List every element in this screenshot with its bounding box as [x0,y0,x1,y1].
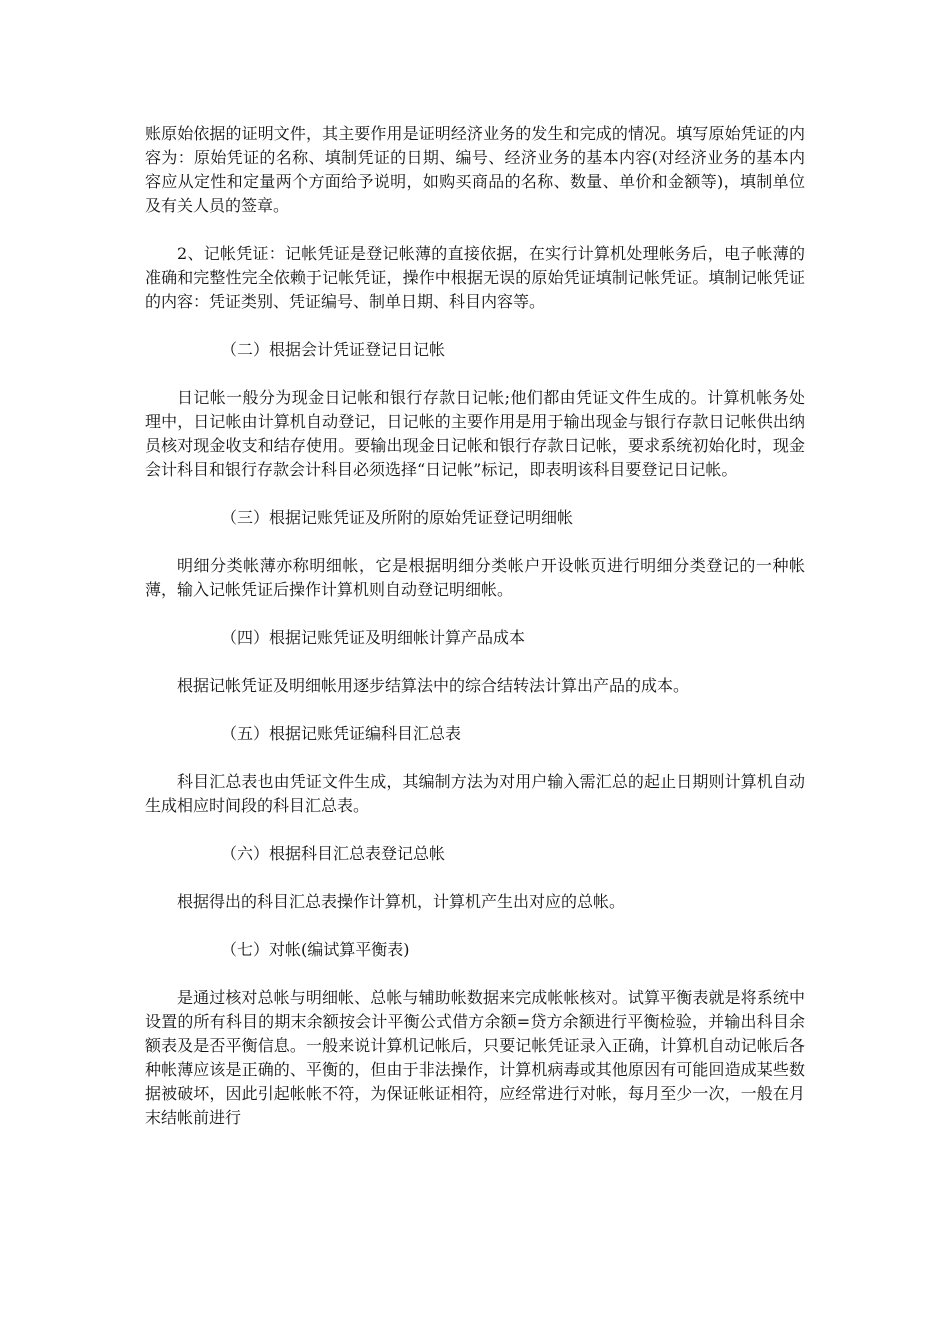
spacer [145,602,805,626]
heading-general-ledger: （六）根据科目汇总表登记总帐 [221,844,446,863]
spacer [145,962,805,986]
heading-account-summary: （五）根据记账凭证编科目汇总表 [221,724,462,743]
paragraph-general-ledger: 根据得出的科目汇总表操作计算机，计算机产生出对应的总帐。 [177,892,626,911]
document-page [145,122,805,1130]
paragraph-posting-voucher: 2、记帐凭证：记帐凭证是登记帐薄的直接依据，在实行计算机处理帐务后，电子帐薄的准确和完整性完全依赖于记帐凭证，操作中根据无误的原始凭证填制记帐凭证。填制记帐凭证的内容：凭证类别、凭证编号、制单日期、科目内容等。 [145,244,805,311]
heading-journal: （二）根据会计凭证登记日记帐 [221,340,446,359]
spacer [145,866,805,890]
spacer [145,482,805,506]
paragraph-original-voucher: 账原始依据的证明文件，其主要作用是证明经济业务的发生和完成的情况。填写原始凭证的内容为：原始凭证的名称、填制凭证的日期、编号、经济业务的基本内容(对经济业务的基本内容应从定性和定量两个方面给予说明，如购买商品的名称、数量、单价和金额等)，填制单位及有关人员的签章。 [145,124,805,215]
paragraph-account-summary: 科目汇总表也由凭证文件生成，其编制方法为对用户输入需汇总的起止日期则计算机自动生成相应时间段的科目汇总表。 [145,772,805,815]
spacer [145,818,805,842]
heading-subsidiary-ledger: （三）根据记账凭证及所附的原始凭证登记明细帐 [221,508,574,527]
spacer [145,530,805,554]
paragraph-reconciliation: 是通过核对总帐与明细帐、总帐与辅助帐数据来完成帐帐核对。试算平衡表就是将系统中设置的所有科目的期末余额按会计平衡公式借方余额=贷方余额进行平衡检验，并输出科目余额表及是否平衡信息。一般来说计算机记帐后，只要记帐凭证录入正确，计算机自动记帐后各种帐薄应该是正确的、平衡的，但由于非法操作，计算机病毒或其他原因有可能回造成某些数据被破坏，因此引起帐帐不符，为保证帐证相符，应经常进行对帐，每月至少一次，一般在月末结帐前进行 [145,988,805,1127]
spacer [145,650,805,674]
spacer [145,218,805,242]
spacer [145,698,805,722]
paragraph-product-cost: 根据记帐凭证及明细帐用逐步结算法中的综合结转法计算出产品的成本。 [177,676,690,695]
heading-reconciliation: （七）对帐(编试算平衡表) [221,940,410,959]
paragraph-journal: 日记帐一般分为现金日记帐和银行存款日记帐;他们都由凭证文件生成的。计算机帐务处理中，日记帐由计算机自动登记，日记帐的主要作用是用于输出现金与银行存款日记帐供出纳员核对现金收支和结存使用。要输出现金日记帐和银行存款日记帐，要求系统初始化时，现金会计科目和银行存款会计科目必须选择“日记帐”标记，即表明该科目要登记日记帐。 [145,388,805,479]
spacer [145,746,805,770]
spacer [145,914,805,938]
spacer [145,314,805,338]
heading-product-cost: （四）根据记账凭证及明细帐计算产品成本 [221,628,526,647]
spacer [145,362,805,386]
paragraph-subsidiary-ledger: 明细分类帐薄亦称明细帐，它是根据明细分类帐户开设帐页进行明细分类登记的一种帐薄，输入记帐凭证后操作计算机则自动登记明细帐。 [145,556,805,599]
